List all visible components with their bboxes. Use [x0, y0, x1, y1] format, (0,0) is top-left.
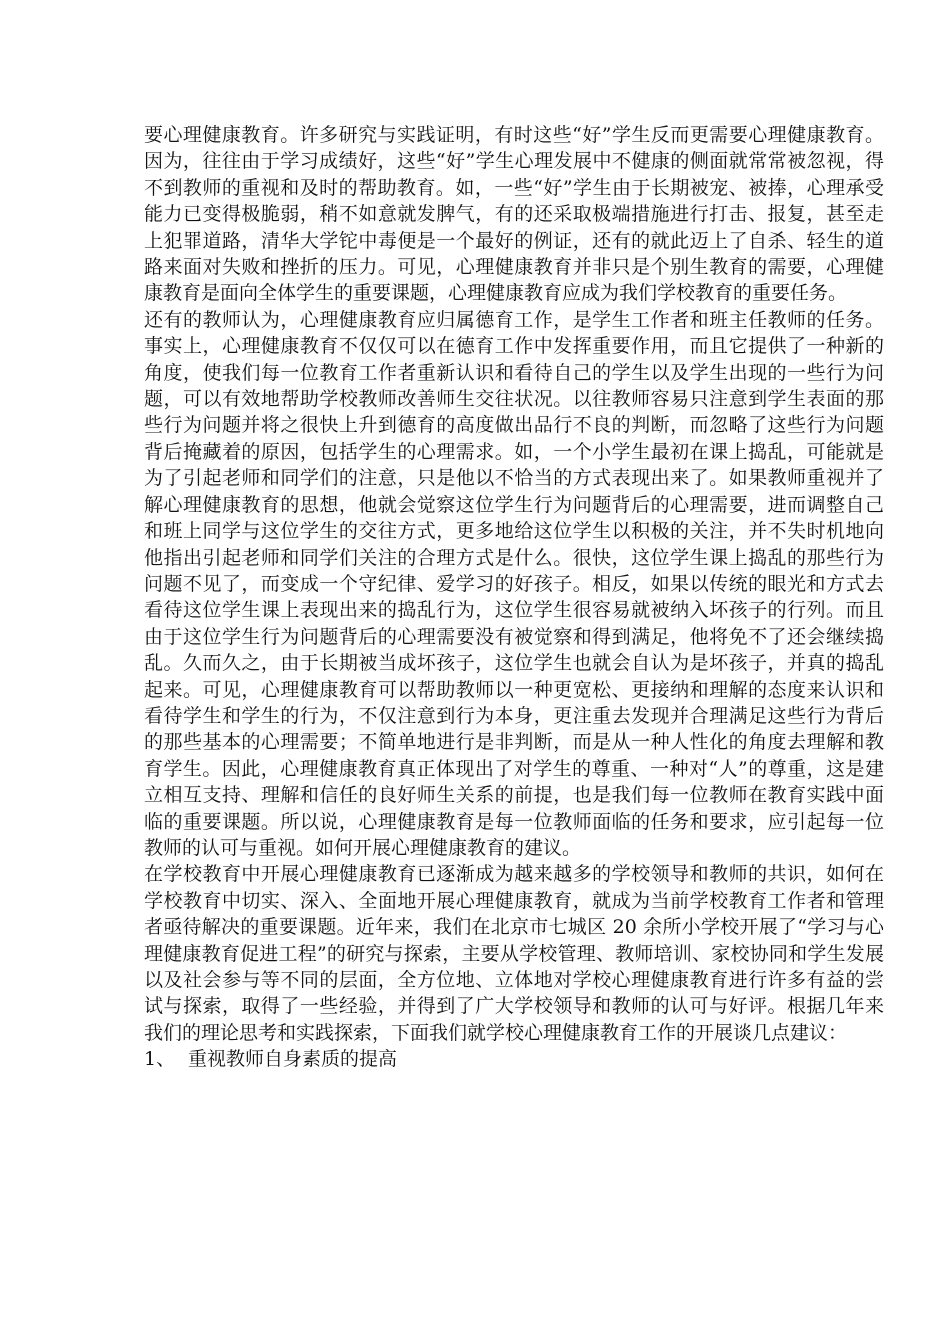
list-number: 1、: [144, 1048, 176, 1071]
list-text: 重视教师自身素质的提高: [188, 1048, 398, 1071]
document-page: [144, 122, 884, 1073]
paragraph-1: 要心理健康教育。许多研究与实践证明，有时这些“好”学生反而更需要心理健康教育。因为，往往由于学习成绩好，这些“好”学生心理发展中不健康的侧面就常常被忽视，得不到教师的重视和及时的帮助教育。如，一些“好”学生由于长期被宠、被捧，心理承受能力已变得极脆弱，稍不如意就发脾气，有的还采取极端措施进行打击、报复，甚至走上犯罪道路，清华大学铊中毒便是一个最好的例证，还有的就此迈上了自杀、轻生的道路来面对失败和挫折的压力。可见，心理健康教育并非只是个别生教育的需要，心理健康教育是面向全体学生的重要课题，心理健康教育应成为我们学校教育的重要任务。: [144, 124, 884, 305]
numbered-heading: [144, 1046, 884, 1072]
paragraph-3: 在学校教育中开展心理健康教育已逐渐成为越来越多的学校领导和教师的共识，如何在学校教育中切实、深入、全面地开展心理健康教育，就成为当前学校教育工作者和管理者亟待解决的重要课题。近年来，我们在北京市七城区 20 余所小学校开展了“学习与心理健康教育促进工程”的研究与探索，主要从学校管理、教师培训、家校协同和学生发展以及社会参与等不同的层面，全方位地、立体地对学校心理健康教育进行许多有益的尝试与探索，取得了一些经验，并得到了广大学校领导和教师的认可与好评。根据几年来我们的理论思考和实践探索，下面我们就学校心理健康教育工作的开展谈几点建议：: [144, 863, 884, 1044]
paragraph-2: 还有的教师认为，心理健康教育应归属德育工作，是学生工作者和班主任教师的任务。事实上，心理健康教育不仅仅可以在德育工作中发挥重要作用，而且它提供了一种新的角度，使我们每一位教育工作者重新认识和看待自己的学生以及学生出现的一些行为问题，可以有效地帮助学校教师改善师生交往状况。以往教师容易只注意到学生表面的那些行为问题并将之很快上升到德育的高度做出品行不良的判断，而忽略了这些行为问题背后掩藏着的原因，包括学生的心理需求。如，一个小学生最初在课上捣乱，可能就是为了引起老师和同学们的注意，只是他以不恰当的方式表现出来了。如果教师重视并了解心理健康教育的思想，他就会觉察这位学生行为问题背后的心理需要，进而调整自己和班上同学与这位学生的交往方式，更多地给这位学生以积极的关注，并不失时机地向他指出引起老师和同学们关注的合理方式是什么。很快，这位学生课上捣乱的那些行为问题不见了，而变成一个守纪律、爱学习的好孩子。相反，如果以传统的眼光和方式去看待这位学生课上表现出来的捣乱行为，这位学生很容易就被纳入坏孩子的行列。而且由于这位学生行为问题背后的心理需要没有被觉察和得到满足，他将免不了还会继续捣乱。久而久之，由于长期被当成坏孩子，这位学生也就会自认为是坏孩子，并真的捣乱起来。可见，心理健康教育可以帮助教师以一种更宽松、更接纳和理解的态度来认识和看待学生和学生的行为，不仅注意到行为本身，更注重去发现并合理满足这些行为背后的那些基本的心理需要；不简单地进行是非判断，而是从一种人性化的角度去理解和教育学生。因此，心理健康教育真正体现出了对学生的尊重、一种对“人”的尊重，这是建立相互支持、理解和信任的良好师生关系的前提，也是我们每一位教师在教育实践中面临的重要课题。所以说，心理健康教育是每一位教师面临的任务和要求，应引起每一位教师的认可与重视。如何开展心理健康教育的建议。: [144, 308, 884, 859]
